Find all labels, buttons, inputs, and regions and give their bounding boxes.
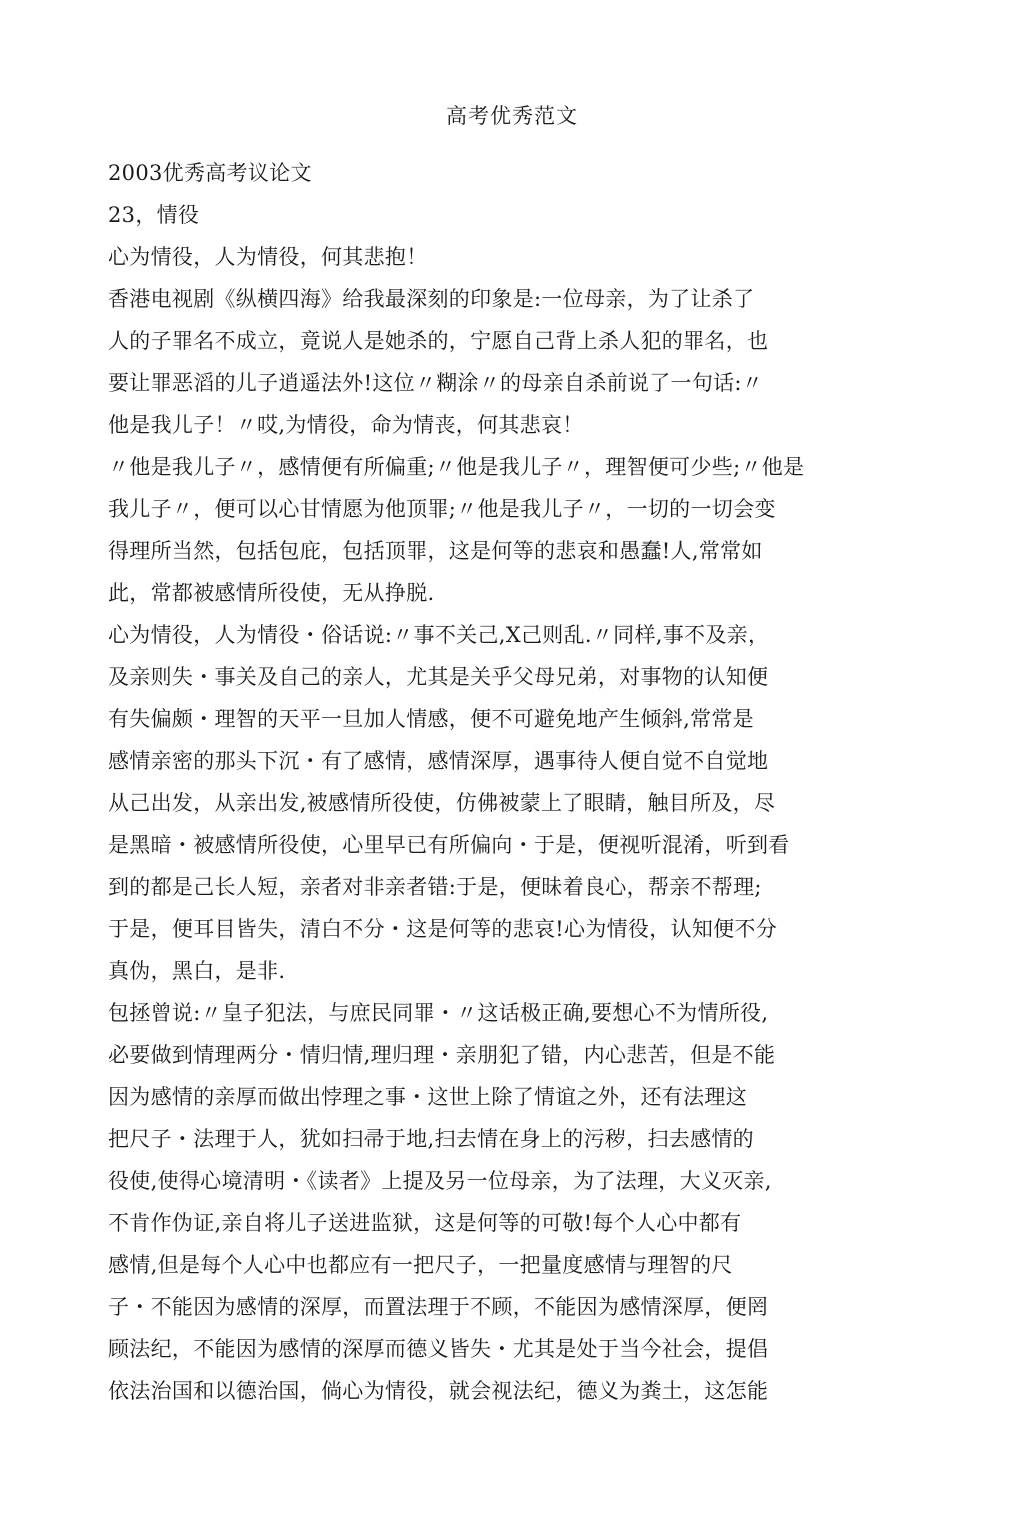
text-line: 心为情役，人为情役・俗话说:〃事不关己,X己则乱.〃同样,事不及亲， — [108, 623, 770, 647]
text-line: 感情亲密的那头下沉・有了感情，感情深厚，遇事待人便自觉不自觉地 — [108, 749, 769, 773]
text-line: 心为情役，人为情役，何其悲抱！ — [108, 245, 428, 269]
body-text — [108, 152, 908, 1412]
text-line: 因为感情的亲厚而做出悖理之事・这世上除了情谊之外，还有法理这 — [108, 1085, 747, 1109]
text-line: 不肯作伪证,亲自将儿子送进监狱，这是何等的可敬!每个人心中都有 — [108, 1211, 742, 1235]
page-header: 高考优秀范文 — [446, 104, 578, 128]
text-line: 必要做到情理两分・情归情,理归理・亲朋犯了错，内心悲苦，但是不能 — [108, 1043, 776, 1067]
text-line: 他是我儿子！〃哎,为情役，命为情丧，何其悲哀！ — [108, 413, 584, 437]
text-line: 把尺子・法理于人，犹如扫帚于地,扫去情在身上的污秽，扫去感情的 — [108, 1127, 754, 1151]
text-line: 子・不能因为感情的深厚，而置法理于不顾，不能因为感情深厚，便罔 — [108, 1295, 769, 1319]
text-line: 真伪，黑白，是非. — [108, 959, 286, 983]
text-line: 人的子罪名不成立，竟说人是她杀的，宁愿自己背上杀人犯的罪名，也 — [108, 329, 769, 353]
text-line: 我儿子〃，便可以心甘情愿为他顶罪;〃他是我儿子〃，一切的一切会变 — [108, 497, 776, 521]
text-line: 〃他是我儿子〃，感情便有所偏重;〃他是我儿子〃，理智便可少些;〃他是 — [108, 455, 805, 479]
text-line: 得理所当然，包括包庇，包括顶罪，这是何等的悲哀和愚蠢!人,常常如 — [108, 539, 763, 563]
text-line: 役使,使得心境清明・《读者》上提及另一位母亲，为了法理，大义灭亲, — [108, 1169, 772, 1193]
text-line: 顾法纪，不能因为感情的深厚而德义皆失・尤其是处于当今社会，提倡 — [108, 1337, 769, 1361]
text-line: 感情,但是每个人心中也都应有一把尺子，一把量度感情与理智的尺 — [108, 1253, 733, 1277]
text-line: 及亲则失・事关及自己的亲人，尤其是关乎父母兄弟，对事物的认知便 — [108, 665, 769, 689]
text-line: 香港电视剧《纵横四海》给我最深刻的印象是:一位母亲，为了让杀了 — [108, 287, 755, 311]
text-line: 包拯曾说:〃皇子犯法，与庶民同罪・〃这话极正确,要想心不为情所役, — [108, 1001, 769, 1025]
text-line: 到的都是己长人短，亲者对非亲者错:于是，便昧着良心，帮亲不帮理; — [108, 875, 762, 899]
text-line: 2003优秀高考议论文 — [108, 161, 312, 185]
text-line: 于是，便耳目皆失，清白不分・这是何等的悲哀!心为情役，认知便不分 — [108, 917, 778, 941]
text-line: 要让罪恶滔的儿子逍遥法外!这位〃糊涂〃的母亲自杀前说了一句话:〃 — [108, 371, 764, 395]
text-line: 从己出发，从亲出发,被感情所役使，仿佛被蒙上了眼睛，触目所及，尽 — [108, 791, 776, 815]
text-line: 此，常都被感情所役使，无从挣脱. — [108, 581, 435, 605]
text-line: 是黑暗・被感情所役使，心里早已有所偏向・于是，便视听混淆，听到看 — [108, 833, 790, 857]
text-line: 有失偏颇・理智的天平一旦加人情感，便不可避免地产生倾斜,常常是 — [108, 707, 754, 731]
text-line: 23，情役 — [108, 203, 200, 227]
text-line: 依法治国和以德治国，倘心为情役，就会视法纪，德义为粪土，这怎能 — [108, 1379, 769, 1403]
